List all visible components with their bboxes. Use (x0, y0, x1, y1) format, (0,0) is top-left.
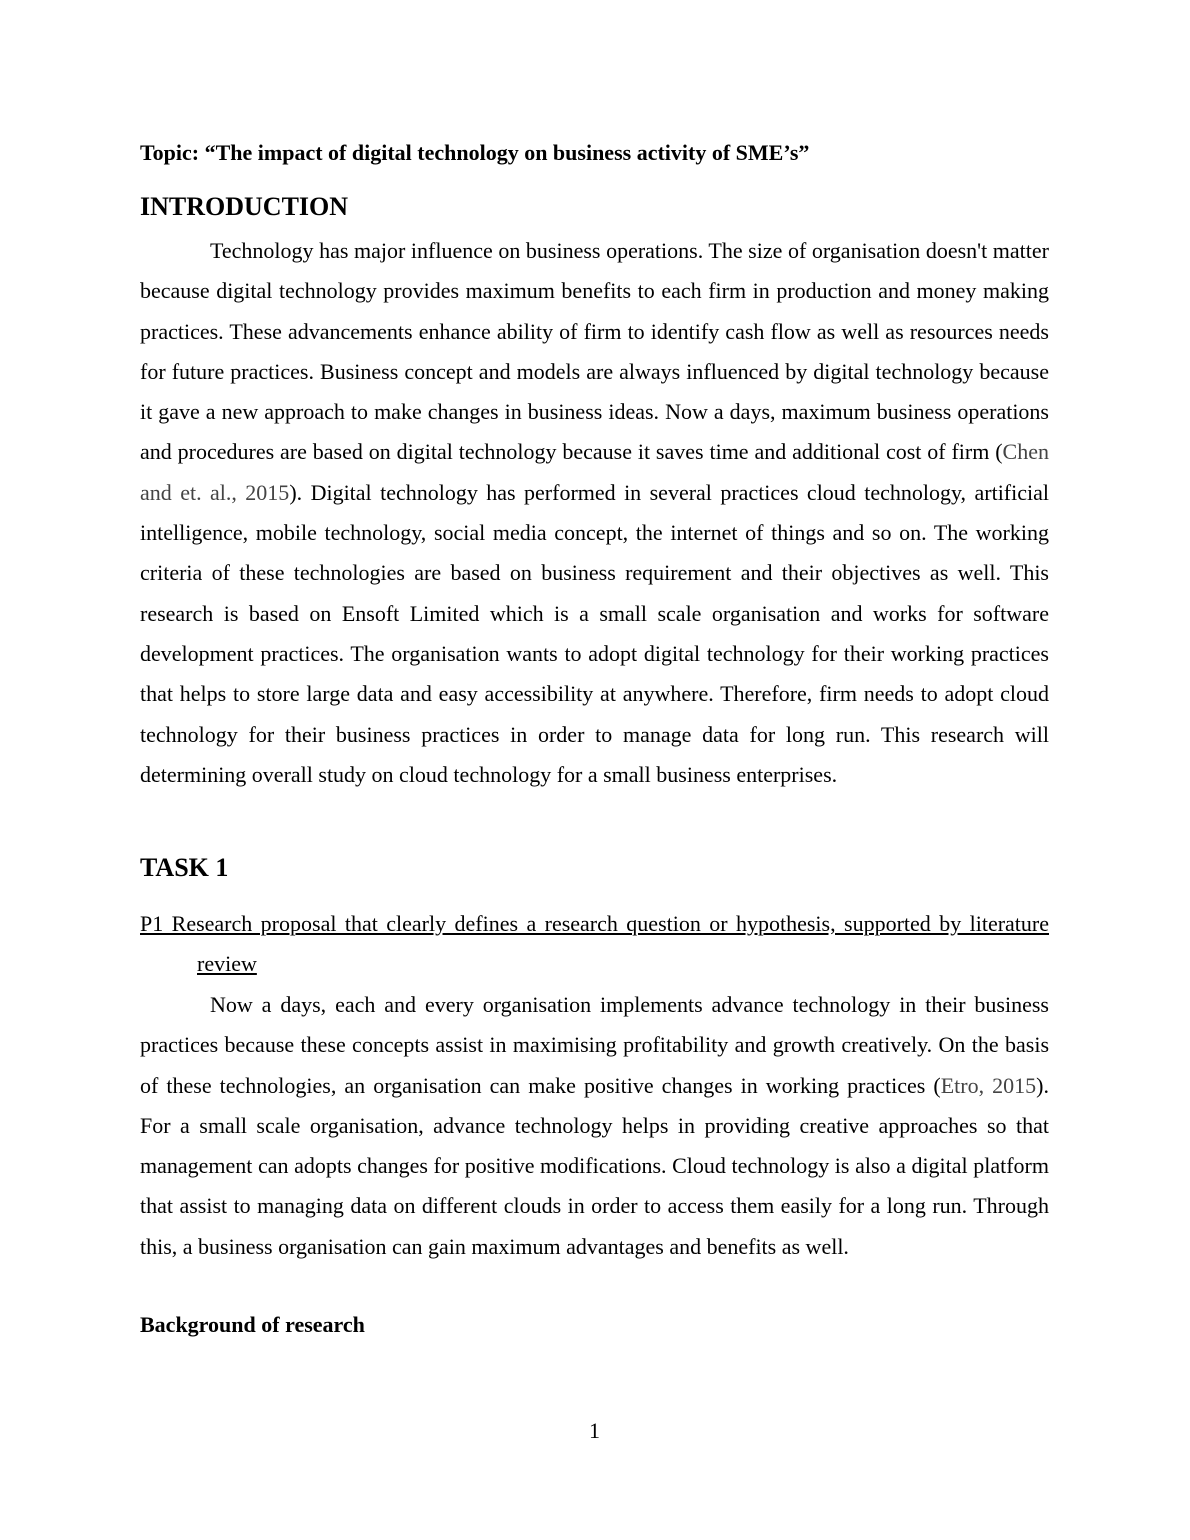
intro-text-part1: Technology has major influence on business operations. The size of organisation doesn't matter because digital technology provides maximum benefits to each firm in production and money making practices. These advancements enhance ability of firm to identify cash flow as well as resources needs for future practices. Business concept and models are always influenced by digital technology because it gave a new approach to make changes in business ideas. Now a days, maximum business operations and procedures are based on digital technology because it saves time and additional cost of firm ( (140, 238, 1049, 465)
introduction-heading: INTRODUCTION (140, 192, 349, 221)
introduction-paragraph (140, 231, 1049, 795)
task-text-part2: ). For a small scale organisation, advance technology helps in providing creative approaches so that management can adopts changes for positive modifications. Cloud technology is also a digital platform that assist to managing data on different clouds in order to access them easily for a long run. Through this, a business organisation can gain maximum advantages and benefits as well. (140, 1072, 1049, 1259)
task-citation: Etro, 2015 (940, 1072, 1037, 1098)
task-heading: TASK 1 (140, 853, 229, 882)
intro-citation: Chen and et. al., 2015 (140, 439, 1049, 505)
intro-text-part2: ). Digital technology has performed in several practices cloud technology, artificial intelligence, mobile technology, social media concept, the internet of things and so on. The working criteria of these technologies are based on business requirement and their objectives as well. This research is based on Ensoft Limited which is a small scale organisation and works for software development practices. The organisation wants to adopt digital technology for their working practices that helps to store large data and easy accessibility at anywhere. Therefore, firm needs to adopt cloud technology for their business practices in order to manage data for long run. This research will determining overall study on cloud technology for a small business enterprises. (140, 479, 1049, 787)
document-topic: Topic: “The impact of digital technology on business activity of SME’s” (140, 140, 810, 165)
task-subheading: P1 Research proposal that clearly defines a research question or hypothesis, supported by literature review (140, 911, 1049, 977)
task-paragraph (140, 985, 1049, 1267)
task-text-part1: Now a days, each and every organisation implements advance technology in their business practices because these concepts assist in maximising profitability and growth creatively. On the basis of these technologies, an organisation can make positive changes in working practices ( (140, 992, 1049, 1098)
page-number: 1 (589, 1418, 600, 1443)
background-heading: Background of research (140, 1312, 365, 1337)
